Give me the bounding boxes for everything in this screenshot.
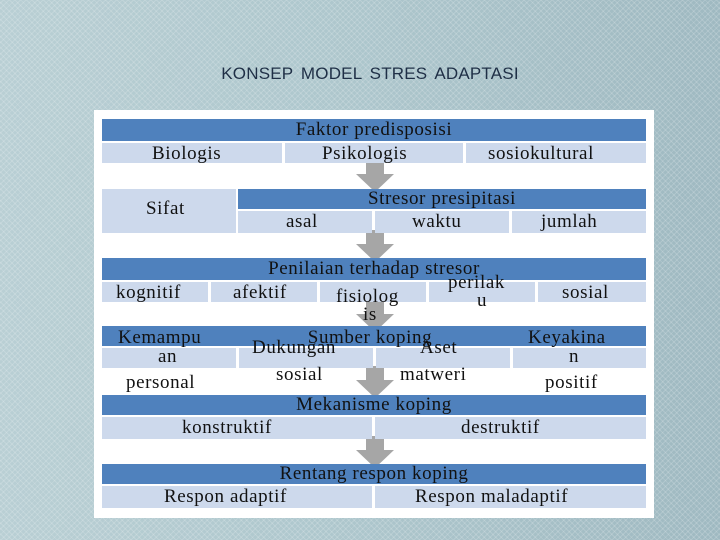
- block-3-header-text: Penilaian terhadap stresor: [268, 258, 480, 279]
- block-1-header-text: Faktor predisposisi: [295, 119, 453, 140]
- block-2-header-text: Stresor presipitasi: [367, 188, 517, 209]
- block-4-item-an: an: [158, 346, 178, 367]
- block-3-item-kognitif: kognitif: [116, 282, 181, 303]
- block-5-header-text: Mekanisme koping: [296, 394, 452, 415]
- block-4-item-personal: personal: [126, 372, 196, 393]
- block-1-item-biologis: Biologis: [152, 143, 222, 164]
- block-3-item-perilak: perilak: [448, 272, 505, 293]
- block-4-item-dukungan: Dukungan: [252, 337, 336, 358]
- block-2-label-sifat: Sifat: [146, 198, 185, 219]
- block-4-item-positif: positif: [545, 372, 598, 393]
- block-6-item-respon-maladaptif: Respon maladaptif: [415, 486, 569, 507]
- block-3-item-fisiolog: fisiolog: [336, 286, 399, 307]
- block-1-item-psikologis: Psikologis: [322, 143, 408, 164]
- block-4-header-text: Sumber koping: [307, 327, 433, 348]
- block-4-cell-4: [513, 348, 646, 368]
- block-2-item-asal: asal: [286, 211, 318, 232]
- block-4-item-kemampu: Kemampu: [118, 327, 202, 348]
- block-3-item-u: u: [477, 290, 488, 311]
- block-5-item-konstruktif: konstruktif: [182, 417, 272, 438]
- block-3-item-sosial: sosial: [562, 282, 609, 303]
- block-6-item-respon-adaptif: Respon adaptif: [164, 486, 287, 507]
- block-2-item-waktu: waktu: [412, 211, 462, 232]
- block-4-item-n: n: [569, 346, 580, 367]
- block-1-item-sosiokultural: sosiokultural: [488, 143, 594, 164]
- block-4-item-sosial: sosial: [276, 364, 323, 385]
- block-4-item-aset: Aset: [420, 337, 458, 358]
- block-3-item-is: is: [363, 304, 377, 325]
- block-2-item-jumlah: jumlah: [541, 211, 598, 232]
- block-4-item-keyakina: Keyakina: [528, 327, 606, 348]
- block-3-item-afektif: afektif: [233, 282, 287, 303]
- block-6-header-text: Rentang respon koping: [279, 463, 469, 484]
- page-title: KONSEP MODEL STRES ADAPTASI: [221, 64, 519, 83]
- block-5-item-destruktif: destruktif: [461, 417, 540, 438]
- block-4-item-matweri: matweri: [400, 364, 467, 385]
